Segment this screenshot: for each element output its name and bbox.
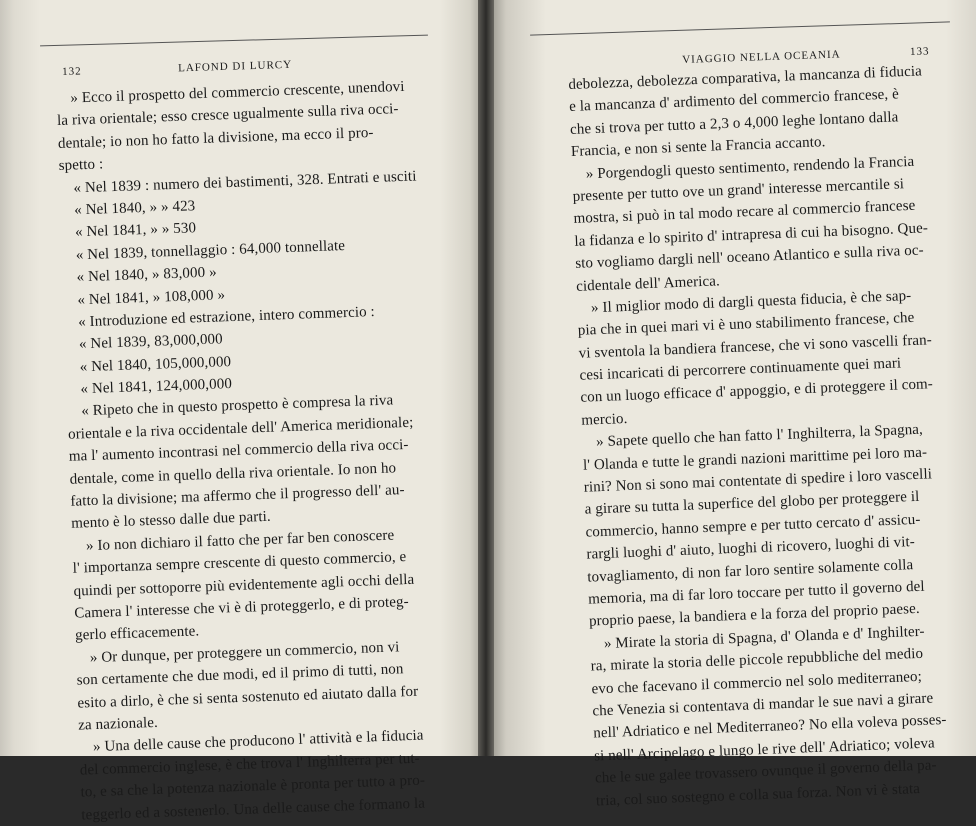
- text-line: esito a dirlo, è che si senta sostenuto ed aiutato dalla for: [77, 683, 419, 712]
- text-line: Francia, e non si sente la Francia accanto.: [570, 134, 826, 161]
- running-header: [682, 45, 942, 66]
- text-line: « Introduzione ed estrazione, intero commercio :: [77, 303, 376, 331]
- text-line: « Nel 1839, 83,000,000: [78, 331, 224, 353]
- text-line: rargli luoghi d' aiuto, luoghi di ricovero, luoghi di vit-: [586, 534, 916, 563]
- text-line: » Sapete quello che han fatto l' Inghilterra, la Spagna,: [595, 421, 924, 451]
- text-line: rini? Non si sono mai contentate di spedire i loro vascelli: [583, 466, 933, 496]
- left-page: [0, 0, 486, 824]
- body-text: [56, 76, 438, 826]
- text-line: si nell' Arcipelago e lungo le rive dell' Adriatico; voleva: [593, 735, 936, 765]
- text-line: « Nel 1839, tonnellaggio : 64,000 tonnellate: [75, 237, 346, 264]
- text-line: « Ripeto che in questo prospetto è compresa la riva: [81, 392, 394, 420]
- text-line: l' Olanda e tutte le grandi nazioni marittime pei loro ma-: [582, 444, 928, 474]
- text-line: sto vogliamo dargli nell' oceano Atlantico e sulla riva oc-: [574, 242, 925, 272]
- text-line: e la mancanza d' ardimento del commercio francese, è: [568, 86, 900, 116]
- text-line: Camera l' interesse che vi è di proteggerlo, e di proteg-: [74, 593, 409, 622]
- page-number: 133: [909, 45, 930, 59]
- text-line: cesi incaricati di percorrere continuamente quei mari: [579, 355, 902, 384]
- text-line: cidentale dell' America.: [575, 272, 721, 295]
- text-line: dentale, come in quello della riva orientale. Io non ho: [69, 460, 397, 488]
- text-line: « Nel 1841, » 108,000 »: [77, 286, 226, 308]
- text-line: ra, mirate la storia delle piccole repubbliche del medio: [590, 645, 924, 675]
- body-text: [568, 60, 956, 812]
- text-line: « Nel 1839 : numero dei bastimenti, 328. Entrati e usciti: [73, 168, 417, 197]
- page-number: 132: [62, 65, 82, 78]
- text-line: » Ecco il prospetto del commercio crescente, unendovi: [70, 78, 405, 107]
- text-line: mento è lo stesso dalle due parti.: [70, 509, 271, 533]
- text-line: pia che in quei mari vi è uno stabilimento francese, che: [577, 310, 915, 340]
- text-line: a girare su tutta la superfice del globo per proteggere il: [584, 489, 920, 519]
- text-line: quindi per sottoporre più evidentemente agli occhi della: [73, 571, 415, 600]
- text-line: to, e sa che la potenza nazionale è pronta per tutto a pro-: [80, 772, 426, 801]
- text-line: presente per tutto ove un grand' interesse mercantile si: [572, 176, 905, 205]
- text-line: teggerlo ed a sostenerlo. Una delle cause che formano la: [81, 795, 426, 824]
- text-line: debolezza, debolezza comparativa, la mancanza di fiducia: [568, 63, 923, 93]
- text-line: del commercio inglese, è che trova l' Inghilterra per tut-: [79, 750, 420, 779]
- text-line: commercio, hanno sempre e per tutto cercato d' assicu-: [585, 511, 921, 541]
- right-page: [486, 0, 976, 809]
- text-line: mostra, si può in tal modo recare al commercio francese: [573, 198, 916, 228]
- text-line: ma l' aumento incontrasi nel commercio della riva occi-: [68, 437, 409, 466]
- text-line: che le sue galee trovassero ovunque il governo della pa-: [594, 757, 937, 787]
- text-line: » Or dunque, per proteggere un commercio, non vi: [89, 639, 400, 666]
- text-line: evo che facevano il commercio nel solo mediterraneo;: [591, 668, 923, 698]
- text-line: vi sventola la bandiera francese, che vi sono vascelli fran-: [578, 331, 933, 362]
- text-line: orientale e la riva occidentale dell' America meridionale;: [67, 414, 414, 443]
- book-gutter: [478, 0, 494, 756]
- text-line: la fidanza e lo spirito d' intrapresa di cui ha bisogno. Que-: [574, 220, 929, 250]
- text-line: « Nel 1841, » » 530: [74, 220, 197, 241]
- text-line: mercio.: [581, 410, 628, 429]
- text-line: l' importanza sempre crescente di questo commercio, e: [72, 549, 407, 577]
- text-line: « Nel 1840, » 83,000 »: [76, 264, 217, 286]
- text-line: « Nel 1840, 105,000,000: [79, 353, 232, 376]
- text-line: che si trova per tutto a 2,3 o 4,000 leghe lontano dalla: [569, 109, 899, 138]
- text-line: fatto la divisione; ma affermo che il progresso dell' au-: [70, 482, 405, 510]
- text-line: memoria, ma di far loro toccare per tutto il governo del: [587, 578, 925, 608]
- text-line: la riva orientale; esso cresce ugualmente sulla riva occi-: [56, 101, 399, 130]
- text-line: « Nel 1841, 124,000,000: [80, 376, 233, 398]
- page-edge-line: [40, 35, 428, 47]
- text-line: proprio paese, la bandiera e la forza del proprio paese.: [588, 601, 920, 630]
- running-head-title: LAFOND DI LURCY: [177, 58, 293, 75]
- text-line: son certamente che due modi, ed il primo di tutti, non: [76, 661, 404, 689]
- text-line: » Una delle cause che producono l' attività e la fiducia: [92, 727, 424, 756]
- text-line: » Io non dichiaro il fatto che per far ben conoscere: [85, 527, 395, 555]
- text-line: za nazionale.: [77, 714, 159, 734]
- text-line: con un luogo efficace d' appoggio, e di proteggere il com-: [580, 376, 934, 407]
- text-line: tria, col suo sostegno e colla sua forza. Non vi è stata: [595, 780, 921, 809]
- text-line: » Mirate la storia di Spagna, d' Olanda e d' Inghilter-: [603, 623, 925, 652]
- text-line: gerlo efficacemente.: [74, 623, 200, 645]
- running-head-title: VIAGGIO NELLA OCEANIA: [682, 48, 841, 66]
- running-header: [62, 55, 402, 78]
- page-edge-line: [530, 21, 950, 35]
- text-line: spetto :: [58, 156, 104, 175]
- text-line: » Il miglior modo di dargli questa fiducia, è che sap-: [590, 287, 912, 317]
- text-line: nell' Adriatico e nel Mediterraneo? No ella voleva posses-: [593, 712, 947, 742]
- text-line: tovagliamento, di non far loro sentire solamente colla: [587, 556, 914, 586]
- text-line: » Porgendogli questo sentimento, rendendo la Francia: [585, 153, 915, 182]
- text-line: dentale; io non ho fatto la divisione, ma ecco il pro-: [57, 124, 374, 152]
- text-line: che Venezia si contentava di mandar le sue navi a girare: [592, 690, 934, 720]
- text-line: « Nel 1840, » » 423: [74, 198, 196, 219]
